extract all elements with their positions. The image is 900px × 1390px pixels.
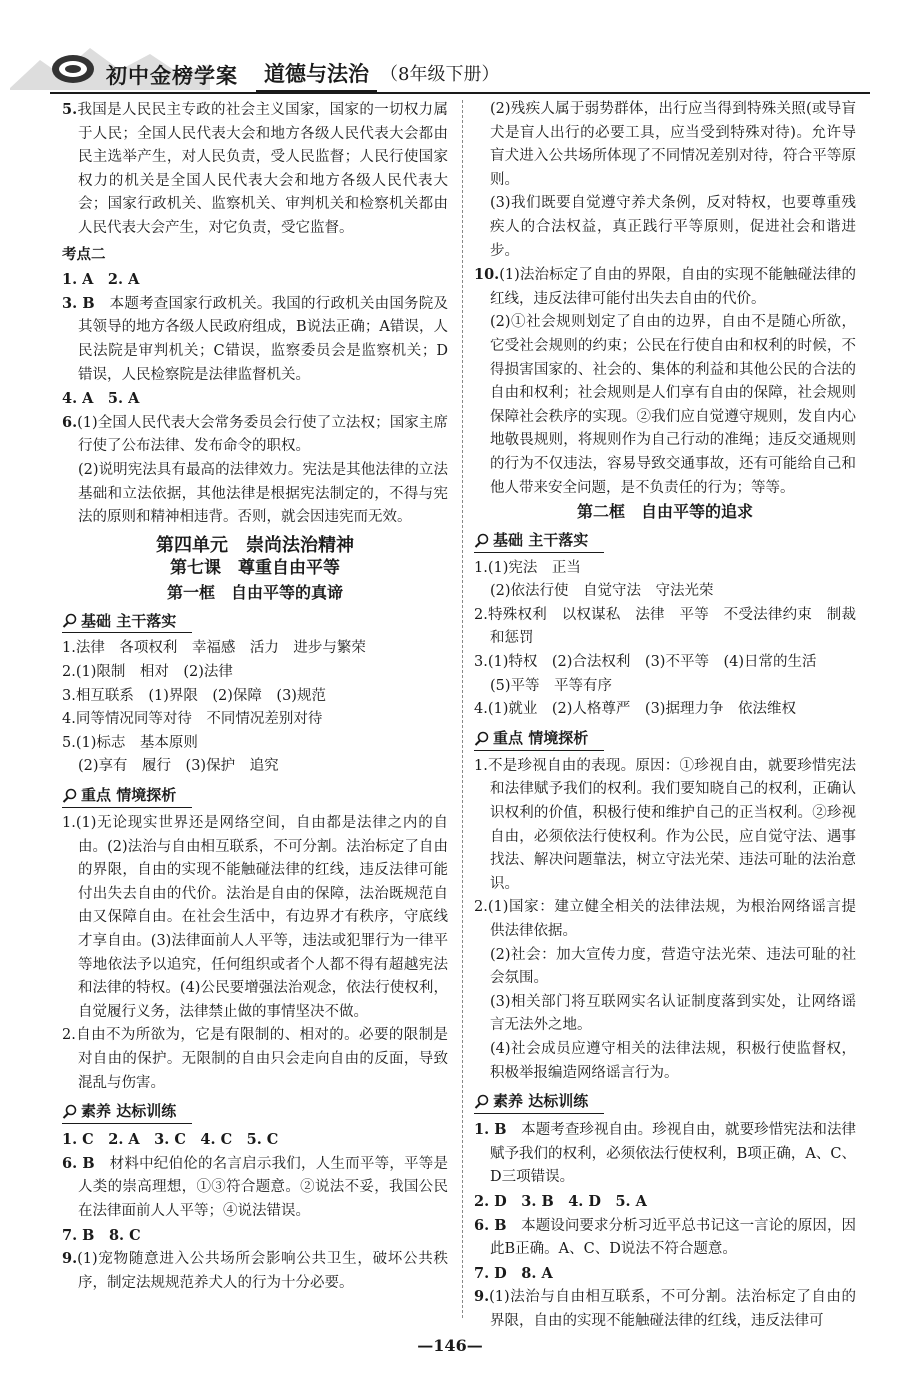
literacy-answer-6: 6. B 材料中纪伯伦的名言启示我们，人生而平等，平等是人类的崇高理想，①③符合题意。②说法不妥，我国公民在法律面前人人平等；④说法错误。 <box>62 1154 449 1219</box>
literacy-answer-6: 6. B 本题设问要求分析习近平总书记这一言论的原因，因此B正确。A、C、D说法不符合题意。 <box>474 1216 856 1258</box>
basic-item: (2)享有 履行 (3)保护 追究 <box>78 758 279 775</box>
key-answer-2-4: (4)社会成员应遵守相关的法律法规，积极行使监督权，积极举报编造网络谣言行为。 <box>490 1040 856 1081</box>
key-answer-2-2: (2)社会：加大宣传力度，营造守法光荣、违法可耻的社会氛围。 <box>490 946 856 987</box>
basic-item: 4.同等情况同等对待 不同情况差别对待 <box>62 711 323 728</box>
tag-key-right: 重点 情境探析 <box>474 728 604 751</box>
key-answer-2-3: (3)相关部门将互联网实名认证制度落到实处，让网络谣言无法外之地。 <box>490 993 856 1034</box>
magnifier-icon <box>62 1104 78 1120</box>
left-column <box>62 98 448 1295</box>
literacy-answers-7-8: 7. B 8. C <box>62 1226 141 1244</box>
magnifier-icon <box>62 613 78 629</box>
literacy-answers-7-8: 7. D 8. A <box>474 1264 553 1282</box>
basic-item: 2.(1)限制 相对 (2)法律 <box>62 664 233 681</box>
key-answer-2: 2.自由不为所欲为，它是有限制的、相对的。必要的限制是对自由的保护。无限制的自由只会走向自由的反面，导致混乱与伤害。 <box>62 1027 448 1091</box>
magnifier-icon <box>474 533 490 549</box>
magnifier-icon <box>474 1094 490 1110</box>
magnifier-icon <box>474 731 490 747</box>
key-answer-2-1: 2.(1)国家：建立健全相关的法律法规，为根治网络谣言提供法律依据。 <box>474 899 856 939</box>
page-number: —146— <box>417 1336 483 1355</box>
key-answer-1: 1.不是珍视自由的表现。原因：①珍视自由，就要珍惜宪法和法律赋予我们的权利。我们要知晓自己的权利，正确认识权利的价值，积极行使和维护自己的正当权利。②珍视自由，必须依法行使权利。作为公民，应自觉守法、遇事找法、解决问题靠法，树立守法光荣、违法可耻的法治意识。 <box>474 757 856 892</box>
literacy-answer-9: 9.(1)法治与自由相互联系，不可分割。法治标定了自由的界限，自由的实现不能触碰法律的红线，违反法律可 <box>474 1288 856 1329</box>
tag-basic-left: 基础 主干落实 <box>62 610 192 633</box>
literacy-answer-1: 1. B 本题考查珍视自由。珍视自由，就要珍惜宪法和法律赋予我们的权利，必须依法行使权利，B项正确，A、C、D三项错误。 <box>474 1121 856 1186</box>
tag-literacy-left: 素养 达标训练 <box>62 1101 192 1124</box>
basic-item: (2)依法行使 自觉守法 守法光荣 <box>490 583 714 600</box>
literacy-answer-9: 9.(1)宠物随意进入公共场所会影响公共卫生，破坏公共秩序，制定法规规范养犬人的行为十分必要。 <box>62 1250 448 1291</box>
answer-3: 3. B 本题考查国家行政机关。我国的行政机关由国务院及其领导的地方各级人民政府组成，B说法正确；A错误，人民法院是审判机关；C错误，监察委员会是监察机关；D错误，人民检察院是法律监督机关。 <box>62 294 449 383</box>
literacy-answers-2-5: 2. D 3. B 4. D 5. A <box>474 1192 647 1210</box>
basic-item: 1.(1)宪法 正当 <box>474 559 581 576</box>
brand-title: 初中金榜学案 <box>106 64 238 88</box>
answer-9-2: (2)残疾人属于弱势群体，出行应当得到特殊关照(或导盲犬是盲人出行的必要工具，应当受到特殊对待)。允许导盲犬进入公共场所体现了不同情况差别对待，符合平等原则。 <box>490 101 856 188</box>
answer-1-2: 1. A 2. A <box>62 271 140 289</box>
section-kp2: 考点二 <box>62 245 106 263</box>
unit-title: 第四单元 崇尚法治精神 <box>156 534 354 556</box>
page-header <box>10 40 890 102</box>
literacy-answers-1-5: 1. C 2. A 3. C 4. C 5. C <box>62 1131 279 1149</box>
book-logo-icon <box>50 52 96 86</box>
answer-6-2: (2)说明宪法具有最高的法律效力。宪法是其他法律的立法基础和立法依据，其他法律是根据宪法制定的，不得与宪法的原则和精神相违背。否则，就会因违宪而无效。 <box>78 461 448 526</box>
header-rule <box>50 92 870 94</box>
basic-item: 3.相互联系 (1)界限 (2)保障 (3)规范 <box>62 687 326 704</box>
subject-title: 道德与法治 <box>256 56 377 93</box>
frame-title-1: 第一框 自由平等的真谛 <box>166 582 343 602</box>
tag-key-left: 重点 情境探析 <box>62 785 192 808</box>
right-column <box>474 98 856 1334</box>
tag-basic-right: 基础 主干落实 <box>474 530 604 553</box>
answer-10-1: 10.(1)法治标定了自由的界限，自由的实现不能触碰法律的红线，违反法律可能付出失去自由的代价。 <box>474 266 856 307</box>
basic-item: 1.法律 各项权利 幸福感 活力 进步与繁荣 <box>62 640 366 657</box>
basic-item: 5.(1)标志 基本原则 <box>62 734 198 751</box>
basic-item: (5)平等 平等有序 <box>490 677 613 694</box>
frame-title-2: 第二框 自由平等的追求 <box>576 502 753 522</box>
answer-9-3: (3)我们既要自觉遵守养犬条例，反对特权，也要尊重残疾人的合法权益，真正践行平等原则，促进社会和谐进步。 <box>490 195 856 259</box>
basic-item: 2.特殊权利 以权谋私 法律 平等 不受法律约束 制裁和惩罚 <box>474 606 856 647</box>
lesson-title: 第七课 尊重自由平等 <box>170 558 340 579</box>
basic-item: 4.(1)就业 (2)人格尊严 (3)据理力争 依法维权 <box>474 701 796 718</box>
tag-literacy-right: 素养 达标训练 <box>474 1091 604 1114</box>
answer-4-5: 4. A 5. A <box>62 390 140 408</box>
basic-item: 3.(1)特权 (2)合法权利 (3)不平等 (4)日常的生活 <box>474 654 817 671</box>
key-answer-1: 1.(1)无论现实世界还是网络空间，自由都是法律之内的自由。(2)法治与自由相互联系，不可分割。法治标定了自由的界限，自由的实现不能触碰法律的红线，违反法律可能付出失去自由的代价。法治是自由的保障，法治既规范自由又保障自由。在社会生活中，有边界才有秩序，守底线才享自由。(3)法律面前人人平等，违法或犯罪行为一律平等地依法予以追究，任何组织或者个人都不得有超越宪法和法律的特权。(4)公民要增强法治观念，依法行使权利，自觉履行义务，法律禁止做的事情坚决不做。 <box>62 815 448 1020</box>
answer-6-1: 6.(1)全国人民代表大会常务委员会行使了立法权；国家主席行使了公布法律、发布命令的职权。 <box>62 413 448 455</box>
grade-label: （8年级下册） <box>380 64 500 85</box>
magnifier-icon <box>62 788 78 804</box>
column-divider <box>462 100 464 1318</box>
answer-5: 5.我国是人民民主专政的社会主义国家，国家的一切权力属于人民；全国人民代表大会和地方各级人民代表大会都由民主选举产生，对人民负责，受人民监督；人民行使国家权力的机关是全国人民代表大会和地方各级人民代表大会；国家行政机关、监察机关、审判机关和检察机关都由人民代表大会产生，对它负责，受它监督。 <box>62 101 448 236</box>
answer-10-2: (2)①社会规则划定了自由的边界，自由不是随心所欲，它受社会规则的约束；公民在行使自由和权利的时候，不得损害国家的、社会的、集体的利益和其他公民的合法的自由和权利；社会规则是人们享有自由的保障，社会规则保障社会秩序的实现。②我们应自觉遵守规则，发自内心地敬畏规则，将规则作为自己行动的准绳；违反交通规则的行为不仅违法，容易导致交通事故，还有可能给自己和他人带来安全问题，是不负责任的行为；等等。 <box>490 314 856 496</box>
